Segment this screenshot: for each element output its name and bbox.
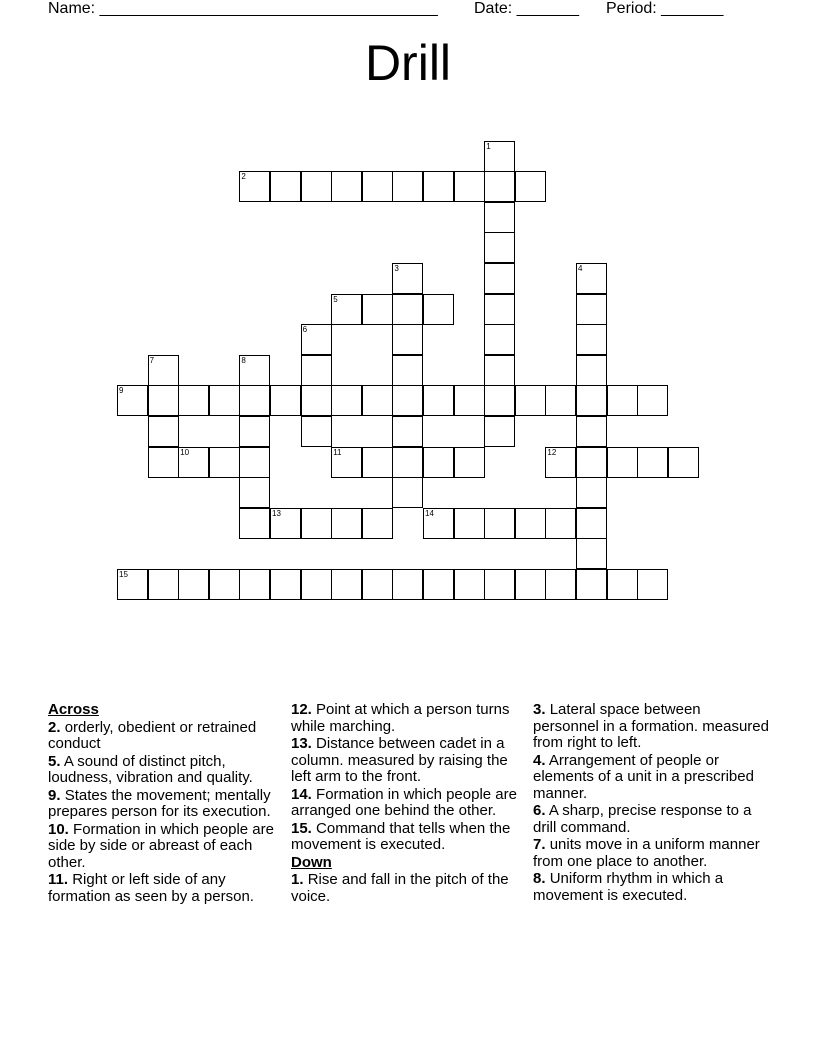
grid-cell[interactable] xyxy=(454,385,485,416)
grid-cell[interactable] xyxy=(178,385,209,416)
grid-cell[interactable] xyxy=(239,171,270,202)
down-heading: Down xyxy=(291,853,332,871)
grid-cell[interactable] xyxy=(148,416,179,447)
grid-cell[interactable] xyxy=(484,263,515,294)
clue-item xyxy=(291,702,527,735)
clue-item-number: 4. xyxy=(533,751,546,769)
grid-cell[interactable] xyxy=(484,416,515,447)
clues-column-2 xyxy=(291,702,527,906)
grid-cell[interactable] xyxy=(392,477,423,508)
clue-item xyxy=(48,720,284,753)
clue-number: 3 xyxy=(394,264,399,273)
clue-number: 6 xyxy=(302,325,308,335)
grid-cell[interactable] xyxy=(576,538,607,569)
grid-cell[interactable] xyxy=(301,569,332,600)
clue-number: 5 xyxy=(333,294,338,304)
clue-item-text: Right or left side of any formation as seen by a person. xyxy=(48,871,254,905)
grid-cell[interactable] xyxy=(637,447,668,478)
clue-item-number: 2. xyxy=(48,718,61,736)
grid-cell[interactable] xyxy=(576,294,607,325)
down-clue-list xyxy=(291,872,527,905)
clue-number: 14 xyxy=(425,508,434,518)
clue-item xyxy=(291,821,527,854)
clue-item-text: Uniform rhythm in which a movement is executed. xyxy=(533,870,724,904)
grid-cell[interactable] xyxy=(576,508,607,539)
clue-item xyxy=(291,736,527,786)
grid-cell[interactable] xyxy=(178,447,209,478)
grid-cell[interactable] xyxy=(576,477,607,508)
grid-cell[interactable] xyxy=(362,447,393,478)
grid-cell[interactable] xyxy=(484,355,515,386)
clue-item xyxy=(48,788,284,821)
clue-number: 15 xyxy=(119,570,128,579)
grid-cell[interactable] xyxy=(576,263,607,294)
clue-item-number: 6. xyxy=(533,802,546,819)
grid-cell[interactable] xyxy=(362,171,393,202)
grid-cell[interactable] xyxy=(392,416,423,447)
grid-cell[interactable] xyxy=(392,385,423,416)
grid-cell[interactable] xyxy=(362,569,393,600)
grid-cell[interactable] xyxy=(576,569,607,600)
name-field-label: Name: ______________________________________ xyxy=(48,0,438,17)
clue-number: 12 xyxy=(547,447,557,457)
grid-cell[interactable] xyxy=(239,447,270,478)
clue-number: 7 xyxy=(149,355,155,365)
clue-item-number: 14. xyxy=(291,785,312,803)
clues-column-3 xyxy=(533,702,769,905)
grid-cell[interactable] xyxy=(117,569,148,600)
clue-item xyxy=(533,871,769,904)
grid-cell[interactable] xyxy=(270,569,301,600)
clue-number: 10 xyxy=(180,447,190,457)
clue-number: 11 xyxy=(333,447,342,457)
clues-column-1 xyxy=(48,702,284,906)
grid-cell[interactable] xyxy=(392,294,423,325)
grid-cell[interactable] xyxy=(239,477,270,508)
grid-cell[interactable] xyxy=(637,569,668,600)
clue-item-number: 9. xyxy=(48,786,61,804)
clue-item xyxy=(533,837,769,870)
clue-item-text: States the movement; mentally prepares person for its execution. xyxy=(48,786,271,820)
clue-item xyxy=(533,702,769,752)
grid-cell[interactable] xyxy=(239,355,270,386)
clue-item-number: 12. xyxy=(291,701,312,718)
clue-item-number: 13. xyxy=(291,735,312,752)
grid-cell[interactable] xyxy=(301,355,332,386)
grid-cell[interactable] xyxy=(331,447,362,478)
grid-cell[interactable] xyxy=(148,569,179,600)
clue-item-number: 10. xyxy=(48,820,69,838)
grid-cell[interactable] xyxy=(209,385,240,416)
grid-cell[interactable] xyxy=(392,447,423,478)
grid-cell[interactable] xyxy=(484,232,515,263)
clue-item-text: Lateral space between personnel in a formation. measured from right to left. xyxy=(533,701,769,751)
grid-cell[interactable] xyxy=(362,508,393,539)
clue-number: 1 xyxy=(486,141,491,151)
grid-cell[interactable] xyxy=(301,385,332,416)
clue-item xyxy=(533,753,769,803)
grid-cell[interactable] xyxy=(148,447,179,478)
clue-item-number: 1. xyxy=(291,871,304,888)
grid-cell[interactable] xyxy=(392,569,423,600)
grid-cell[interactable] xyxy=(576,355,607,386)
period-field-label: Period: _______ xyxy=(606,0,724,17)
grid-cell[interactable] xyxy=(423,385,454,416)
grid-cell[interactable] xyxy=(331,385,362,416)
clue-item-number: 3. xyxy=(533,701,546,718)
grid-cell[interactable] xyxy=(392,324,423,355)
grid-cell[interactable] xyxy=(545,508,576,539)
grid-cell[interactable] xyxy=(545,385,576,416)
clue-item xyxy=(533,803,769,836)
grid-cell[interactable] xyxy=(148,355,179,386)
grid-cell[interactable] xyxy=(545,447,576,478)
grid-cell[interactable] xyxy=(239,508,270,539)
date-field-label: Date: _______ xyxy=(474,0,579,17)
grid-cell[interactable] xyxy=(576,447,607,478)
grid-cell[interactable] xyxy=(423,508,454,539)
grid-cell[interactable] xyxy=(270,385,301,416)
grid-cell[interactable] xyxy=(607,569,638,600)
clue-number: 4 xyxy=(578,264,583,273)
grid-cell[interactable] xyxy=(362,294,393,325)
grid-cell[interactable] xyxy=(117,385,148,416)
across-heading: Across xyxy=(48,701,99,718)
grid-cell[interactable] xyxy=(301,416,332,447)
grid-cell[interactable] xyxy=(607,385,638,416)
clue-item-text: Rise and fall in the pitch of the voice. xyxy=(291,871,509,905)
grid-cell[interactable] xyxy=(270,508,301,539)
clue-item-text: Arrangement of people or elements of a unit in a prescribed manner. xyxy=(533,751,754,802)
grid-cell[interactable] xyxy=(576,416,607,447)
grid-cell[interactable] xyxy=(484,294,515,325)
clue-item-text: Point at which a person turns while marching. xyxy=(291,701,510,735)
clue-item xyxy=(291,872,527,905)
clue-item-text: Formation in which people are arranged one behind the other. xyxy=(291,785,517,819)
down-clue-list-continued xyxy=(533,702,769,904)
clue-item-number: 5. xyxy=(48,752,61,770)
clue-number: 9 xyxy=(119,386,124,396)
clue-number: 8 xyxy=(241,355,246,365)
clue-item-number: 8. xyxy=(533,870,546,887)
grid-cell[interactable] xyxy=(515,569,546,600)
clue-item-text: A sharp, precise response to a drill command. xyxy=(533,802,752,836)
grid-cell[interactable] xyxy=(209,447,240,478)
grid-cell[interactable] xyxy=(423,171,454,202)
grid-cell[interactable] xyxy=(331,569,362,600)
clue-item-number: 11. xyxy=(48,871,69,888)
grid-cell[interactable] xyxy=(637,385,668,416)
clue-item xyxy=(48,872,284,905)
clue-item xyxy=(48,754,284,787)
grid-cell[interactable] xyxy=(392,263,423,294)
grid-cell[interactable] xyxy=(515,508,546,539)
clue-item-text: units move in a uniform manner from one place to another. xyxy=(533,836,760,870)
grid-cell[interactable] xyxy=(331,171,362,202)
across-clue-list xyxy=(48,720,284,906)
grid-cell[interactable] xyxy=(301,324,332,355)
grid-cell[interactable] xyxy=(148,385,179,416)
clue-number: 13 xyxy=(272,508,281,518)
grid-cell[interactable] xyxy=(301,508,332,539)
grid-cell[interactable] xyxy=(454,171,485,202)
grid-cell[interactable] xyxy=(515,385,546,416)
grid-cell[interactable] xyxy=(331,508,362,539)
clue-item-number: 15. xyxy=(291,819,312,837)
grid-cell[interactable] xyxy=(239,569,270,600)
clue-item-text: A sound of distinct pitch, loudness, vibration and quality. xyxy=(48,752,253,786)
grid-cell[interactable] xyxy=(239,385,270,416)
grid-cell[interactable] xyxy=(423,447,454,478)
grid-cell[interactable] xyxy=(454,447,485,478)
grid-cell[interactable] xyxy=(484,141,515,172)
grid-cell[interactable] xyxy=(392,171,423,202)
clue-number: 2 xyxy=(241,172,246,182)
grid-cell[interactable] xyxy=(331,294,362,325)
grid-cell[interactable] xyxy=(392,355,423,386)
grid-cell[interactable] xyxy=(301,171,332,202)
clue-item xyxy=(48,822,284,872)
grid-cell[interactable] xyxy=(270,171,301,202)
grid-cell[interactable] xyxy=(484,171,515,202)
grid-cell[interactable] xyxy=(362,385,393,416)
grid-cell[interactable] xyxy=(668,447,699,478)
grid-cell[interactable] xyxy=(484,569,515,600)
grid-cell[interactable] xyxy=(209,569,240,600)
grid-cell[interactable] xyxy=(423,294,454,325)
clue-item-number: 7. xyxy=(533,836,546,853)
grid-cell[interactable] xyxy=(576,385,607,416)
across-clue-list-continued xyxy=(291,702,527,854)
grid-cell[interactable] xyxy=(454,569,485,600)
grid-cell[interactable] xyxy=(484,385,515,416)
grid-cell[interactable] xyxy=(484,508,515,539)
clue-item-text: Formation in which people are side by side or abreast of each other. xyxy=(48,820,274,871)
grid-cell[interactable] xyxy=(239,416,270,447)
clue-item xyxy=(291,787,527,820)
clue-item-text: Command that tells when the movement is executed. xyxy=(291,819,511,853)
grid-cell[interactable] xyxy=(423,569,454,600)
clue-item-text: Distance between cadet in a column. measured by raising the left arm to the front. xyxy=(291,735,508,785)
grid-cell[interactable] xyxy=(484,324,515,355)
grid-cell[interactable] xyxy=(178,569,209,600)
grid-cell[interactable] xyxy=(484,202,515,233)
grid-cell[interactable] xyxy=(545,569,576,600)
page-title: Drill xyxy=(364,35,452,91)
grid-cell[interactable] xyxy=(515,171,546,202)
grid-cell[interactable] xyxy=(607,447,638,478)
grid-cell[interactable] xyxy=(576,324,607,355)
clue-item-text: orderly, obedient or retrained conduct xyxy=(48,718,257,752)
grid-cell[interactable] xyxy=(454,508,485,539)
